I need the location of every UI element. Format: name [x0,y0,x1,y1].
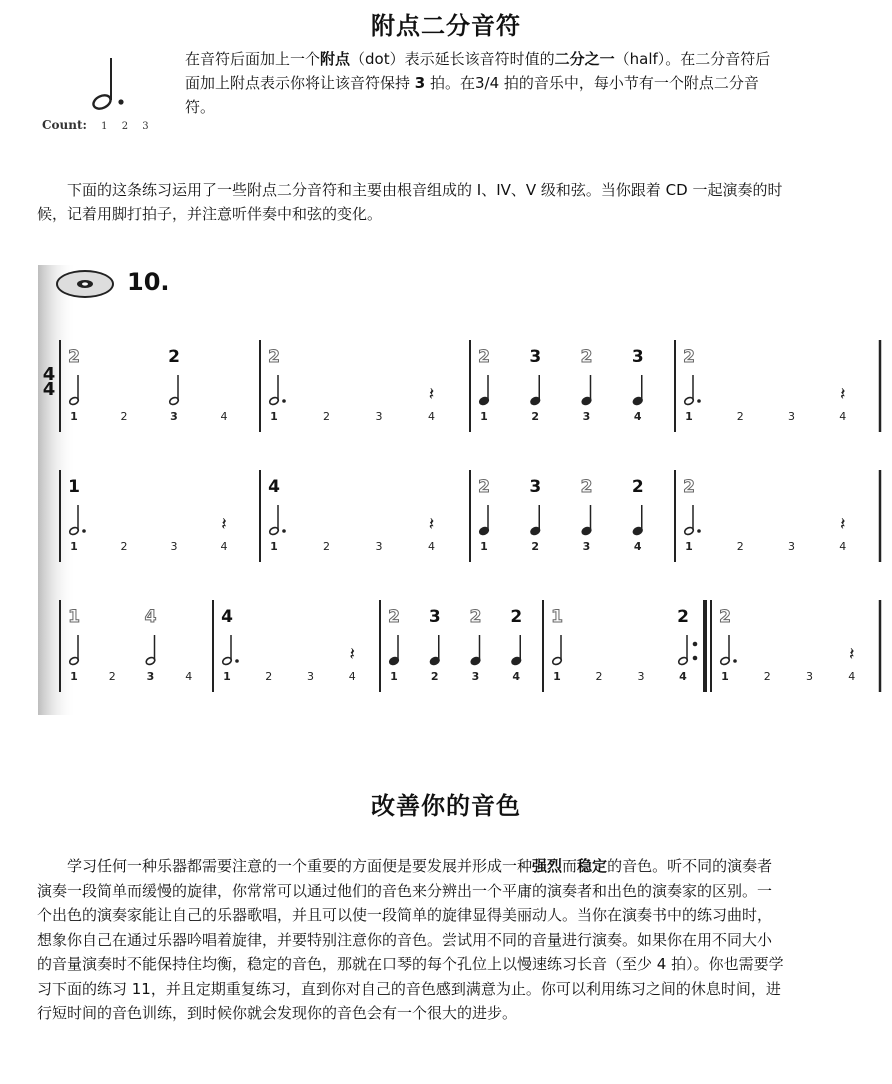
hole-number: 1 [551,607,563,627]
beat-count: 3 [806,670,813,683]
beat-count: 1 [223,670,231,683]
beat-count: 3 [788,410,795,423]
note-head [632,526,643,536]
beat-count: 3 [375,540,383,553]
repeat-dot [693,656,698,661]
intro-paragraph: 在音符后面加上一个附点（dot）表示延长该音符时值的二分之一（half）。在二分音符后面加上附点表示你将让该音符保持 3 拍。在3/4 拍的音乐中，每小节有一个附点二分音符。 [185,50,771,116]
hole-number: 2 [478,347,490,367]
beat-count: 2 [120,540,128,553]
cd-icon [55,268,115,300]
hole-number: 2 [719,607,731,627]
beat-count: 4 [512,670,521,683]
hole-number: 2 [478,477,490,497]
note-head [145,656,156,666]
note-head [530,396,541,406]
hole-number: 1 [68,477,80,497]
beat-count: 4 [633,540,642,553]
beat-count: 4 [633,410,642,423]
note-head [429,656,440,666]
note-dot [82,529,86,533]
beat-count: 2 [120,410,128,423]
note-dot [697,529,701,533]
note-dot [733,659,737,663]
quarter-rest: 𝄽 [221,514,227,535]
hole-number: 3 [428,607,441,627]
hole-number: 4 [144,607,157,627]
hole-number: 2 [469,607,482,627]
beat-count: 2 [531,410,540,423]
beat-count: 3 [582,540,591,553]
beat-count: 2 [323,410,330,423]
beat-count: 2 [531,540,540,553]
note-head [632,396,643,406]
hole-number: 4 [221,607,233,627]
note-head [720,656,731,666]
beat-count: 4 [428,540,435,553]
beat-count: 1 [553,670,561,683]
beat-count: 1 [685,540,693,553]
repeat-dot [693,642,698,647]
note-head [269,396,280,406]
note-head [269,526,280,536]
quarter-rest: 𝄽 [428,514,435,535]
time-signature-top: 4 [42,364,56,385]
strong-term: 强烈 [532,857,563,875]
time-signature-bottom: 4 [42,379,56,400]
beat-count: 4 [839,410,847,423]
note-dot [282,399,286,403]
quarter-rest: 𝄽 [839,514,846,535]
hole-number: 3 [529,347,542,367]
beat-count: 1 [70,670,78,683]
beat-count: 3 [582,410,591,423]
hole-number: 2 [683,347,695,367]
note-dot [282,529,286,533]
note-head [470,656,481,666]
beat-count: 1 [70,410,78,423]
beat-count: 3 [375,410,383,423]
note-head [581,526,592,536]
beat-count: 1 [721,670,729,683]
section-title: 附点二分音符 [371,12,521,40]
beat-count: 1 [270,540,278,553]
beat-count: 1 [390,670,398,683]
note-head [530,526,541,536]
quarter-rest: 𝄽 [428,384,435,405]
hole-number: 1 [68,607,80,627]
exercise-description: 下面的这条练习运用了一些附点二分音符和主要由根音组成的 I、IV、V 级和弦。当你跟着 CD 一起演奏的时候，记着用脚打拍子，并注意听伴奏中和弦的变化。 [37,181,783,223]
quarter-rest: 𝄽 [839,384,846,405]
hole-number: 2 [683,477,695,497]
exercise-score [38,265,888,715]
hole-number: 3 [631,347,644,367]
note-head [511,656,522,666]
beat-count: 2 [430,670,439,683]
beat-count: 2 [736,540,744,553]
hole-number: 3 [529,477,542,497]
beat-count: 2 [323,540,330,553]
exercise-number: 10. [127,268,170,296]
half-term: 二分之一 [554,50,615,68]
quarter-rest: 𝄽 [848,644,855,665]
note-dot [235,659,239,663]
count-label: Count: 1 2 3 [42,118,149,132]
note-head [169,396,180,406]
hole-number: 2 [388,607,400,627]
beat-count: 3 [471,670,480,683]
beat-count: 4 [848,670,856,683]
note-head [678,656,689,666]
beat-count: 1 [70,540,78,553]
hole-number: 2 [677,607,689,627]
stable-term: 稳定 [577,857,608,875]
beat-count: 2 [595,670,603,683]
note-head [222,656,233,666]
note-head [479,396,490,406]
beat-count: 1 [480,410,488,423]
hole-number: 2 [268,347,280,367]
hole-number: 2 [580,477,593,497]
hole-number: 2 [631,477,644,497]
beat-count: 4 [839,540,847,553]
hole-number: 2 [510,607,523,627]
beat-count: 1 [480,540,488,553]
beat-count: 4 [348,670,356,683]
section-title-tone: 改善你的音色 [371,792,521,820]
note-head [389,656,400,666]
note-head [684,396,695,406]
quarter-rest: 𝄽 [349,644,356,665]
beat-count: 3 [637,670,645,683]
hole-number: 2 [68,347,80,367]
beat-count: 1 [270,410,278,423]
beat-count: 2 [736,410,744,423]
beat-count: 3 [788,540,795,553]
note-dot [697,399,701,403]
note-head [479,526,490,536]
note-head [684,526,695,536]
note-head [581,396,592,406]
note-head [552,656,563,666]
beat-count: 2 [108,670,116,683]
beat-count: 2 [265,670,273,683]
hole-number: 2 [168,347,180,367]
beat-count: 3 [170,540,178,553]
beat-count: 3 [170,410,178,423]
beat-count: 3 [307,670,314,683]
beat-count: 2 [763,670,771,683]
beat-count: 3 [146,670,155,683]
beat-count: 4 [428,410,435,423]
beat-count: 4 [679,670,687,683]
dot-term: 附点 [320,50,351,68]
hole-number: 2 [580,347,593,367]
beat-count: 4 [220,540,228,553]
beat-count: 1 [685,410,693,423]
beat-count: 4 [185,670,193,683]
hole-number: 4 [268,477,280,497]
beat-count: 4 [220,410,228,423]
tone-paragraph: 学习任何一种乐器都需要注意的一个重要的方面便是要发展并形成一种强烈而稳定的音色。听不同的演奏者演奏一段简单而缓慢的旋律，你常常可以通过他们的音色来分辨出一个平庸的演奏者和出色的演奏家的区别。一个出色的演奏家能让自己的乐器歌唱，并且可以使一段简单的旋律显得美丽动人。当你在演奏书中的练习曲时，想象你自己在通过乐器吟唱着旋律，并要特别注意你的音色。尝试用不同的音量进行演奏。如果你在用不同大小的音量演奏时不能保持住均衡，稳定的音色，那就在口琴的每个孔位上以慢速练习长音（至少 4 拍）。你也需要学习下面的练习 11，并且定期重复练习，直到你对自己的音色感到满意为止。你可以利用练习之间的休息时间，进行短时间的音色训练，到时候你就会发现你的音色会有一个很大的进步。 [37,857,784,1022]
